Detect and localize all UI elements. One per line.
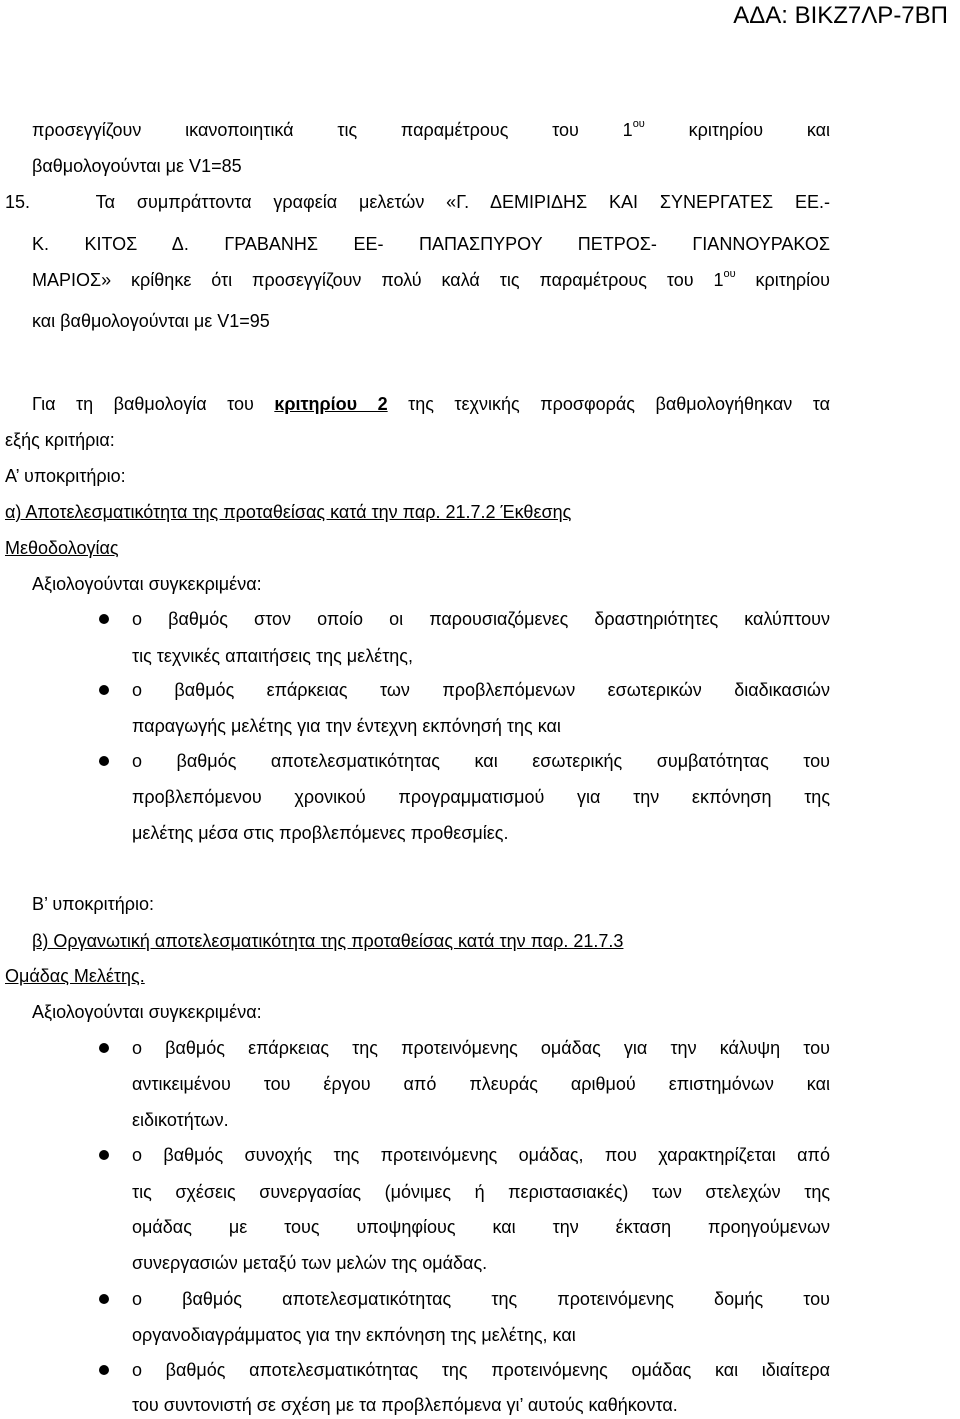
subB-bullet-2-line-2: τις σχέσεις συνεργασίας (μόνιμες ή περιστασιακές) των στελεχών της xyxy=(132,1182,830,1202)
criterion2-line-1: Για τη βαθμολογία του κριτηρίου 2 της τεχνικής προσφοράς βαθμολογήθηκαν τα xyxy=(32,394,830,414)
subA-bullet-1-line-2: τις τεχνικές απαιτήσεις της μελέτης, xyxy=(132,646,413,666)
bullet-icon xyxy=(99,756,109,766)
subA-evaluated: Αξιολογούνται συγκεκριμένα: xyxy=(32,574,262,594)
subB-bullet-3-line-1: ο βαθμός αποτελεσματικότητας της προτεινόμενης δομής του xyxy=(132,1289,830,1309)
subB-underlined-line-1: β) Οργανωτική αποτελεσματικότητα της προταθείσας κατά την παρ. 21.7.3 xyxy=(32,931,624,951)
document-ada-code: ΑΔΑ: ΒΙΚΖ7ΛΡ-7ΒΠ xyxy=(733,2,948,29)
subB-bullet-3-line-2: οργανοδιαγράμματος για την εκπόνηση της μελέτης, και xyxy=(132,1325,576,1345)
criterion2-bold: κριτηρίου 2 xyxy=(274,394,388,414)
subB-bullet-2-line-1: ο βαθμός συνοχής της προτεινόμενης ομάδας, που χαρακτηρίζεται από xyxy=(132,1145,830,1165)
subA-bullet-3-line-3: μελέτης μέσα στις προβλεπόμενες προθεσμίες. xyxy=(132,823,509,843)
subA-bullet-2-line-2: παραγωγής μελέτης για την έντεχνη εκπόνησή της και xyxy=(132,716,561,736)
subB-underlined-line-2: Ομάδας Μελέτης. xyxy=(5,966,145,986)
subA-underlined-line-1: α) Αποτελεσματικότητα της προταθείσας κατά την παρ. 21.7.2 Έκθεσης xyxy=(5,502,572,522)
bullet-icon xyxy=(99,614,109,624)
bullet-icon xyxy=(99,1150,109,1160)
bullet-icon xyxy=(99,1294,109,1304)
subB-evaluated: Αξιολογούνται συγκεκριμένα: xyxy=(32,1002,262,1022)
intro-line-1: προσεγγίζουν ικανοποιητικά τις παραμέτρους του $1^{o\upsilon}$ κριτηρίου και xyxy=(32,118,831,140)
subB-bullet-4-line-2: του συντονιστή σε σχέση με τα προβλεπόμενα γι’ αυτούς καθήκοντα. xyxy=(132,1395,678,1415)
intro-line-4: Κ. ΚΙΤΟΣ Δ. ΓΡΑΒΑΝΗΣ ΕΕ- ΠΑΠΑΣΠΥΡΟΥ ΠΕΤΡΟΣ- ΓΙΑΝΝΟΥΡΑΚΟΣ xyxy=(32,234,830,254)
subA-bullet-3-line-2: προβλεπόμενου χρονικού προγραμματισμού για την εκπόνηση της xyxy=(132,787,830,807)
bullet-icon xyxy=(99,685,109,695)
criterion2-line-2: εξής κριτήρια: xyxy=(5,430,115,450)
subB-bullet-1-line-3: ειδικοτήτων. xyxy=(132,1110,229,1130)
subB-bullet-2-line-3: ομάδας με τους υποψηφίους και την έκταση προηγούμενων xyxy=(132,1217,830,1237)
subA-bullet-1-line-1: ο βαθμός στον οποίο οι παρουσιαζόμενες δραστηριότητες καλύπτουν xyxy=(132,609,830,629)
intro-line-5: ΜΑΡΙΟΣ» κρίθηκε ότι προσεγγίζουν πολύ καλά τις παραμέτρους του $1^{o\upsilon}$ κριτηρίου xyxy=(32,268,830,290)
bullet-icon xyxy=(99,1365,109,1375)
subB-bullet-1-line-2: αντικειμένου του έργου από πλευράς αριθμού επιστημόνων και xyxy=(132,1074,830,1094)
bullet-icon xyxy=(99,1043,109,1053)
subA-title: Α’ υποκριτήριο: xyxy=(5,466,126,486)
intro-line-3: 15. Τα συμπράττοντα γραφεία μελετών «Γ. ΔΕΜΙΡΙΔΗΣ ΚΑΙ ΣΥΝΕΡΓΑΤΕΣ ΕΕ.- xyxy=(5,192,830,212)
intro-line-6: και βαθμολογούνται με V1=95 xyxy=(32,311,270,331)
subB-bullet-1-line-1: ο βαθμός επάρκειας της προτεινόμενης ομάδας για την κάλυψη του xyxy=(132,1038,830,1058)
intro-line-2: βαθμολογούνται με V1=85 xyxy=(32,156,242,176)
subA-underlined-line-2: Μεθοδολογίας xyxy=(5,538,119,558)
subB-bullet-4-line-1: ο βαθμός αποτελεσματικότητας της προτεινόμενης ομάδας και ιδιαίτερα xyxy=(132,1360,830,1380)
subB-title: Β’ υποκριτήριο: xyxy=(32,894,154,914)
subB-bullet-2-line-4: συνεργασιών μεταξύ των μελών της ομάδας. xyxy=(132,1253,488,1273)
subA-bullet-3-line-1: ο βαθμός αποτελεσματικότητας και εσωτερικής συμβατότητας του xyxy=(132,751,830,771)
subA-bullet-2-line-1: ο βαθμός επάρκειας των προβλεπόμενων εσωτερικών διαδικασιών xyxy=(132,680,830,700)
